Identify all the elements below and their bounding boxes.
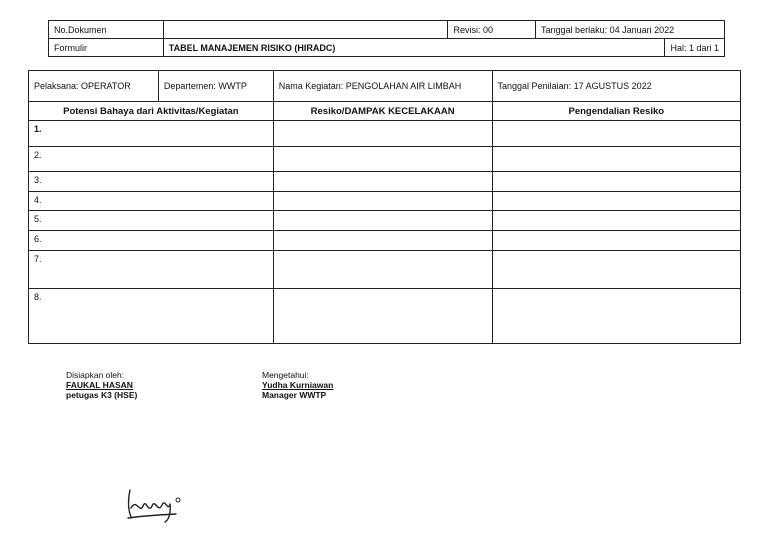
department: Departemen: WWTP [158,71,273,102]
prepared-by-name: FAUKAL HASAN [66,380,133,390]
control-cell [492,192,740,211]
table-row [29,251,741,289]
row-number: 6. [29,231,274,251]
risk-cell [273,147,492,172]
form-label: Formulir [49,39,164,57]
document-header-table [48,20,725,57]
row-number: 8. [29,289,274,344]
acknowledged-by-role: Manager WWTP [262,390,327,400]
prepared-by-role: petugas K3 (HSE) [66,390,138,400]
row-number: 3. [29,172,274,192]
risk-cell [273,251,492,289]
table-row [29,192,741,211]
control-cell [492,121,740,147]
page-number: Hal: 1 dari 1 [665,39,725,57]
control-cell [492,289,740,344]
row-number: 7. [29,251,274,289]
table-row [29,172,741,192]
table-row [29,211,741,231]
column-header-control: Pengendalian Resiko [492,102,740,121]
executor: Pelaksana: OPERATOR [29,71,159,102]
control-cell [492,147,740,172]
acknowledged-by-name: Yudha Kurniawan [262,380,334,390]
table-row [29,121,741,147]
risk-cell [273,121,492,147]
revision-label: Revisi: 00 [448,21,536,39]
control-cell [492,211,740,231]
risk-cell [273,192,492,211]
activity-name: Nama Kegiatan: PENGOLAHAN AIR LIMBAH [273,71,492,102]
table-row [29,231,741,251]
handwritten-signature [120,484,192,524]
risk-cell [273,289,492,344]
form-title: TABEL MANAJEMEN RISIKO (HIRADC) [163,39,665,57]
row-number: 4. [29,192,274,211]
row-number: 5. [29,211,274,231]
row-number: 1. [29,121,274,147]
row-number: 2. [29,147,274,172]
column-header-hazard: Potensi Bahaya dari Aktivitas/Kegiatan [29,102,274,121]
risk-table [28,70,741,344]
acknowledged-by-block [262,370,333,400]
doc-number-value [163,21,448,39]
prepared-by-label: Disiapkan oleh: [66,370,125,380]
acknowledged-by-label: Mengetahui: [262,370,309,380]
table-row [29,147,741,172]
effective-date: Tanggal berlaku: 04 Januari 2022 [536,21,725,39]
column-header-risk: Resiko/DAMPAK KECELAKAAN [273,102,492,121]
risk-cell [273,172,492,192]
control-cell [492,231,740,251]
assessment-date: Tanggal Penilaian: 17 AGUSTUS 2022 [492,71,740,102]
table-row [29,289,741,344]
prepared-by-block [66,370,137,400]
control-cell [492,172,740,192]
risk-cell [273,231,492,251]
risk-cell [273,211,492,231]
doc-number-label: No.Dokumen [49,21,164,39]
control-cell [492,251,740,289]
